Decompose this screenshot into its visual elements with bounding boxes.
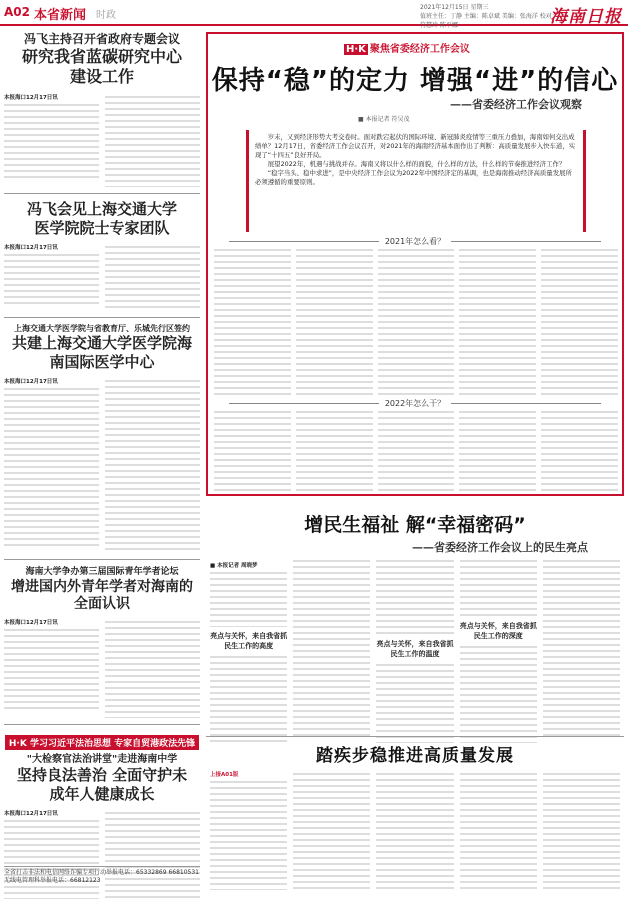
article-lead: 本报海口12月17日讯 [4,379,58,385]
masthead-logo: 海南日报 [550,7,622,27]
feature-lead-box [246,130,586,232]
body-columns [214,410,618,492]
article-lead: 本报海口12月17日讯 [4,620,58,626]
sub-heading: 亮点与关怀，来自我省抓民生工作的高度 [210,631,288,650]
feature-byline: ■ 本报记者 符吴茂 [358,116,410,123]
edition-date: 2021年12月15日 星期三 [420,4,489,11]
continued-tag: 上接A01版 [210,772,239,778]
article-kicker: 冯飞主持召开省政府专题会议 [23,32,180,46]
article-byline: ■ 本报记者 周晓梦 [210,563,258,569]
section-heading: 2022年怎么干？ [208,398,622,409]
article-lead: 本报海口12月17日讯 [4,95,58,101]
body-columns [214,248,618,396]
section-title: 本省新闻 [34,8,87,23]
article-headline: 坚持良法善治 全面守护未成年人健康成长 [16,766,188,803]
feature-article [206,32,624,496]
sub-heading: 亮点与关怀，来自我省抓民生工作的温度 [376,640,454,658]
lead-paragraph: 岁末，又到经济形势大考交卷时。面对跌宕起伏的国际环境、新冠肺炎疫情等三重压力叠加，海南如何交出成绩单？12月17日，省委经济工作会议召开，对2021年的海南经济基本面作出了判断：高质量发展步入快车道，实现了“十四五”良好开局。 [255,133,576,159]
lead-paragraph: 展望2022年，机遇与挑战并存。海南又将以什么样的面貌，什么样的方法，什么样的节奏推进经济工作？ [267,160,566,168]
left-column [4,32,200,899]
feature-tag [344,40,470,55]
article-headline: 冯飞会见上海交通大学医学院院士专家团队 [26,200,177,237]
development-article [206,736,624,896]
subsection-title: 时政 [96,10,116,21]
column-tag: H·K 学习习近平法治思想 专家自贸港政法先锋 [5,735,199,750]
article-headline: 增民生福祉 解“幸福密码” [304,514,526,536]
article-lead: 本报海口12月17日讯 [4,245,58,251]
article-headline: 研究我省蓝碳研究中心建设工作 [22,47,183,86]
article-headline: 踏疾步稳推进高质量发展 [316,746,514,766]
sub-heading: 亮点与关怀，来自我省抓民生工作的深度 [459,622,537,640]
section-heading: 2021年怎么看？ [208,236,622,247]
column-tag-text: 学习习近平法治思想 专家自贸港政法先锋 [29,739,196,749]
article-kicker: 海南大学争办第三届国际青年学者论坛 [25,567,179,577]
article-kicker: 上海交通大学医学院与省教育厅、乐城先行区签约 [14,324,190,333]
feature-headline: 保持“稳”的定力 增强“进”的信心 [211,66,619,96]
article-headline: 增进国内外青年学者对海南的全面认识 [11,579,193,612]
article-headline: 共建上海交通大学医学院海南国际医学中心 [12,334,193,371]
page-header [0,0,628,29]
article-subtitle: ——省委经济工作会议上的民生亮点 [412,541,588,554]
feature-tag-text: 聚焦省委经济工作会议 [369,44,470,55]
article-lead: 本报海口12月17日讯 [4,811,58,817]
edition-meta [420,3,560,30]
page-number: A02 [4,5,30,19]
livelihood-article [206,504,624,734]
article-kicker: "大检察官法治讲堂"走进海南中学 [26,754,178,765]
hk-badge: H·K [346,44,366,55]
lead-paragraph: “稳字当头、稳中求进”，是中央经济工作会议为2022年中国经济定的基调，也是海南推动经济高质量发展所必须遵循的重要原则。 [255,169,572,186]
hotline-footer: 全省打击非法和电信网络诈骗专项行动举报电话：65332869 66810531 无线电管理科举报电话：66812123 [4,866,200,885]
feature-subtitle: ——省委经济工作会议观察 [450,98,582,111]
edition-staff: 值班主任：丁静 主编：陈卓斌 美编：张海洋 校对：符慧玲 陈平娜 [420,13,558,29]
